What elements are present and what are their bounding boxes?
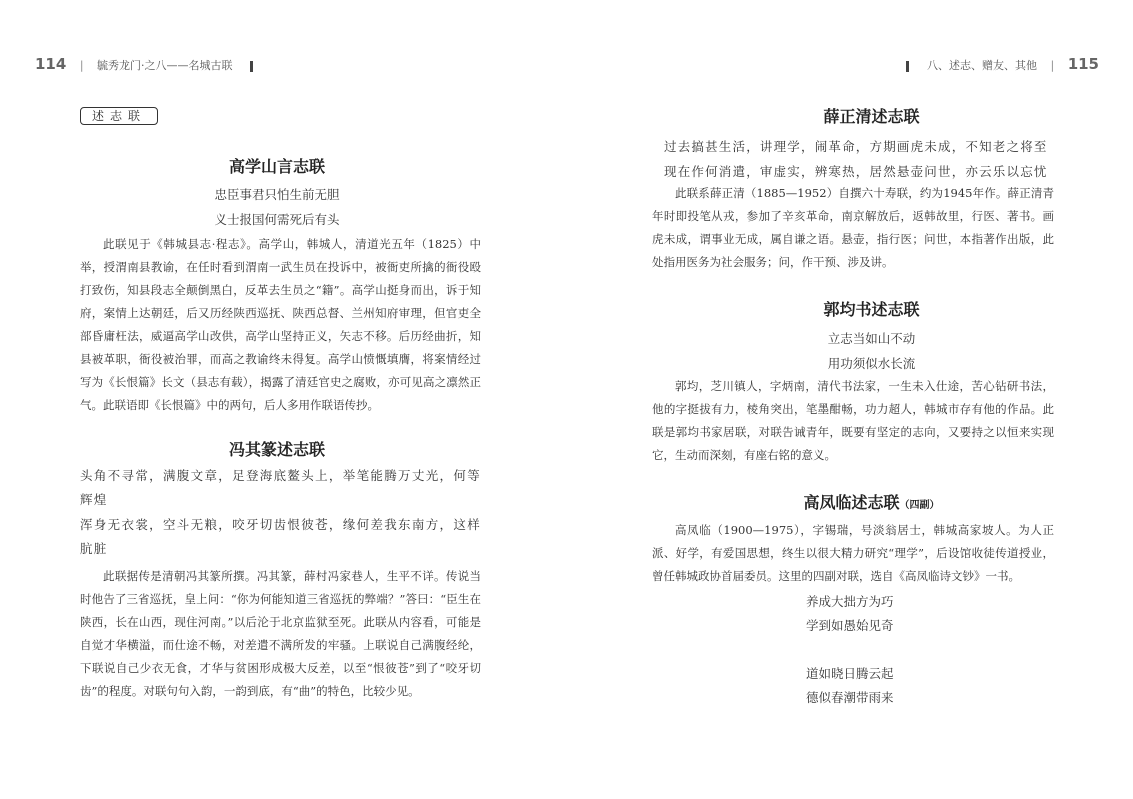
section-body: 高凤临（1900—1975），字锡瑞，号淡翁居士，韩城高家坡人。为人正派、好学，有爱国思想，终生以很大精力研究“理学”，后设馆收徒传道授业，曾任韩城政协首届委员。这里的四副对联，选自《高凤临诗文钞》一书。 xyxy=(652,523,1054,583)
right-header-title: 八、述志、赠友、其他 xyxy=(926,59,1037,72)
section-body: 此联系薛正清（1885—1952）自撰六十寿联，约为1945年作。薛正清青年时即投笔从戎，参加了辛亥革命，南京解放后，返韩故里，行医、著书。画虎未成，谓事业无成，属自谦之语。悬壶，指行医；问世，本指著作出版，此处指用医务为社会服务；问，作干预、涉及讲。 xyxy=(652,186,1054,269)
section-title: 高学山言志联 xyxy=(228,157,325,176)
section-body: 郭均，芝川镇人，字炳南，清代书法家，一生未入仕途，苦心钻研书法，他的字挺拔有力，棱角突出，笔墨酣畅，功力超人，韩城市存有他的作品。此联是郭均书家居联，对联告诫青年，既要有坚定的志向，又要持之以恒来实现它，生动而深刻，有座右铭的意义。 xyxy=(652,379,1054,462)
couplet-upper: 道如晓日腾云起 xyxy=(806,666,894,681)
section-body: 此联见于《韩城县志·程志》。高学山，韩城人，清道光五年（1825）中举，授渭南县教谕，在任时看到渭南一武生员在投诉中，被衙吏所擒的衙役殴打致伤，知县段志全颠倒黑白，反革去生员之“籍”。高学山挺身而出，诉于知府，案情上达朝廷，后又历经陕西巡抚、陕西总督、兰州知府审理，但官吏全部昏庸枉法，威逼高学山改供，高学山坚持正义，矢志不移。后历经曲折，知县被革职，衙役被治罪，而高之教谕终未得复。高学山愤慨填膺，将案情经过写为《长恨篇》长文（县志有载），揭露了清廷官史之腐败，亦可见高之凛然正气。此联语即《长恨篇》中的两句，后人多用作联语传抄。 xyxy=(80,237,481,412)
couplet-upper: 养成大拙方为巧 xyxy=(806,594,894,609)
header-divider: | xyxy=(1050,59,1055,72)
page-number-left: 114 xyxy=(35,55,67,73)
right-page xyxy=(566,0,1133,799)
section-title: 郭均书述志联 xyxy=(823,300,920,319)
section-title: 冯其篆述志联 xyxy=(228,440,325,459)
page-number-right: 115 xyxy=(1067,55,1099,73)
header-bar-mark xyxy=(906,61,909,72)
header-bar-mark xyxy=(250,61,253,72)
header-divider: | xyxy=(79,59,84,72)
section-tag: 述志联 xyxy=(80,107,158,125)
left-header xyxy=(35,55,259,73)
couplet-upper: 头角不寻常，满腹文章，足登海底鳌头上，举笔能腾万丈光，何等辉煌 xyxy=(80,468,481,507)
left-header-title: 毓秀龙门·之八——名城古联 xyxy=(97,59,233,72)
couplet-upper: 忠臣事君只怕生前无胆 xyxy=(214,187,340,202)
couplet-lower: 现在作何消遣，审虚实，辨寒热，居然悬壶问世，亦云乐以忘忧 xyxy=(664,164,1048,179)
couplet-upper: 过去搞甚生活，讲理学，闹革命，方期画虎未成，不知老之将至 xyxy=(664,139,1048,154)
section-title: 薛正清述志联 xyxy=(823,107,920,126)
couplet-lower: 德似春潮带雨来 xyxy=(806,690,894,705)
couplet-lower: 学到如愚始见奇 xyxy=(806,618,894,633)
couplet-upper: 立志当如山不动 xyxy=(827,331,916,346)
couplet-lower: 义士报国何需死后有头 xyxy=(214,212,340,227)
couplet-lower: 用功须似水长流 xyxy=(827,356,916,371)
right-header xyxy=(900,55,1099,73)
section-title xyxy=(588,490,1133,513)
section-title-text: 高凤临述志联 xyxy=(803,493,900,512)
section-body: 此联据传是清朝冯其篆所撰。冯其篆，薛村冯家巷人，生平不详。传说当时他告了三省巡抚，皇上问：“你为何能知道三省巡抚的弊端？”答曰：“臣生在陕西，长在山西，现住河南。”以后沦于北京监狱至死。此联从内容看，可能是自觉才华横溢，而仕途不畅，对差遣不满所发的牢骚。上联说自己满腹经纶，下联说自己少衣无食，才华与贫困形成极大反差，以至“恨彼苍”到了“咬牙切齿”的程度。对联句句入韵，一韵到底，有“曲”的特色，比较少见。 xyxy=(80,569,481,698)
couplet-lower: 浑身无衣裳，空斗无粮，咬牙切齿恨彼苍，缘何差我东南方，这样肮脏 xyxy=(80,517,481,556)
section-title-note: （四副） xyxy=(899,500,940,511)
left-page xyxy=(0,0,566,799)
